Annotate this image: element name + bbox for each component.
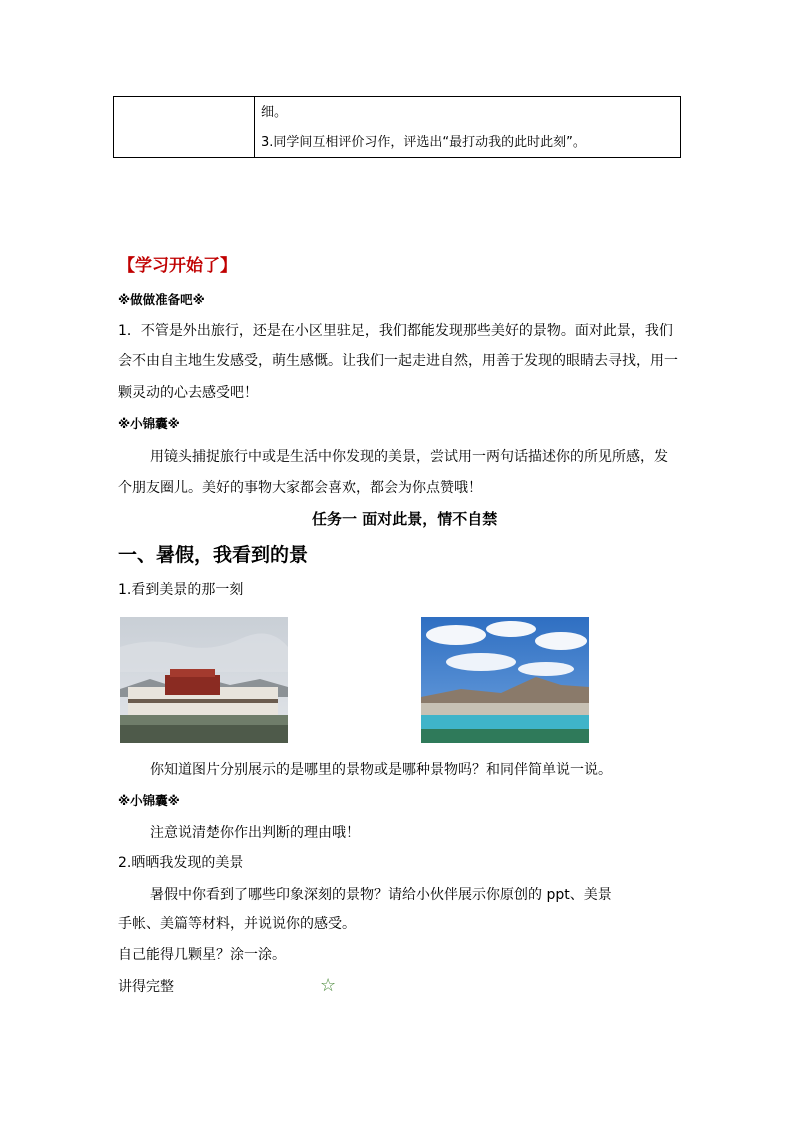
section-title: 【学习开始了】 bbox=[118, 256, 237, 276]
table-left-cell bbox=[114, 97, 255, 157]
share-line-2: 手帐、美篇等材料，并说说你的感受。 bbox=[118, 916, 356, 932]
criteria-table bbox=[113, 96, 681, 158]
photo-potala-palace bbox=[120, 617, 288, 743]
prep-line-2: 会不由自主地生发感受，萌生感慨。让我们一起走进自然，用善于发现的眼睛去寻找，用一 bbox=[118, 353, 678, 369]
tip2-text: 注意说清楚你作出判断的理由哦！ bbox=[150, 825, 360, 841]
prep-line-3: 颗灵动的心去感受吧！ bbox=[118, 385, 258, 401]
prep-line-1: 1．不管是外出旅行，还是在小区里驻足，我们都能发现那些美好的景物。面对此景，我们 bbox=[118, 323, 673, 339]
task-title: 任务一 面对此景，情不自禁 bbox=[312, 510, 498, 528]
tip-heading-2: ※小锦囊※ bbox=[118, 793, 180, 808]
tip-heading-1: ※小锦囊※ bbox=[118, 416, 180, 431]
tip1-line-1: 用镜头捕捉旅行中或是生活中你发现的美景，尝试用一两句话描述你的所见所感，发 bbox=[150, 449, 668, 465]
part1-heading: 一、暑假，我看到的景 bbox=[118, 544, 309, 566]
star-prompt: 自己能得几颗星？涂一涂。 bbox=[118, 947, 286, 963]
tip1-line-2: 个朋友圈儿。美好的事物大家都会喜欢，都会为你点赞哦！ bbox=[118, 480, 482, 496]
star-icon[interactable]: ☆ bbox=[320, 975, 337, 996]
photo-lake-clouds bbox=[421, 617, 589, 743]
share-line-1: 暑假中你看到了哪些印象深刻的景物？请给小伙伴展示你原创的 ppt、美景 bbox=[150, 887, 612, 903]
table-row-line2: 3.同学间互相评价习作，评选出“最打动我的此时此刻”。 bbox=[261, 135, 586, 150]
criterion-complete: 讲得完整 bbox=[118, 979, 174, 995]
question-line: 你知道图片分别展示的是哪里的景物或是哪种景物吗？和同伴简单说一说。 bbox=[150, 762, 612, 778]
prep-heading: ※做做准备吧※ bbox=[118, 292, 205, 307]
table-row-line1: 细。 bbox=[261, 105, 288, 120]
part1-sub2: 2.晒晒我发现的美景 bbox=[118, 855, 244, 871]
part1-sub1: 1.看到美景的那一刻 bbox=[118, 582, 244, 598]
